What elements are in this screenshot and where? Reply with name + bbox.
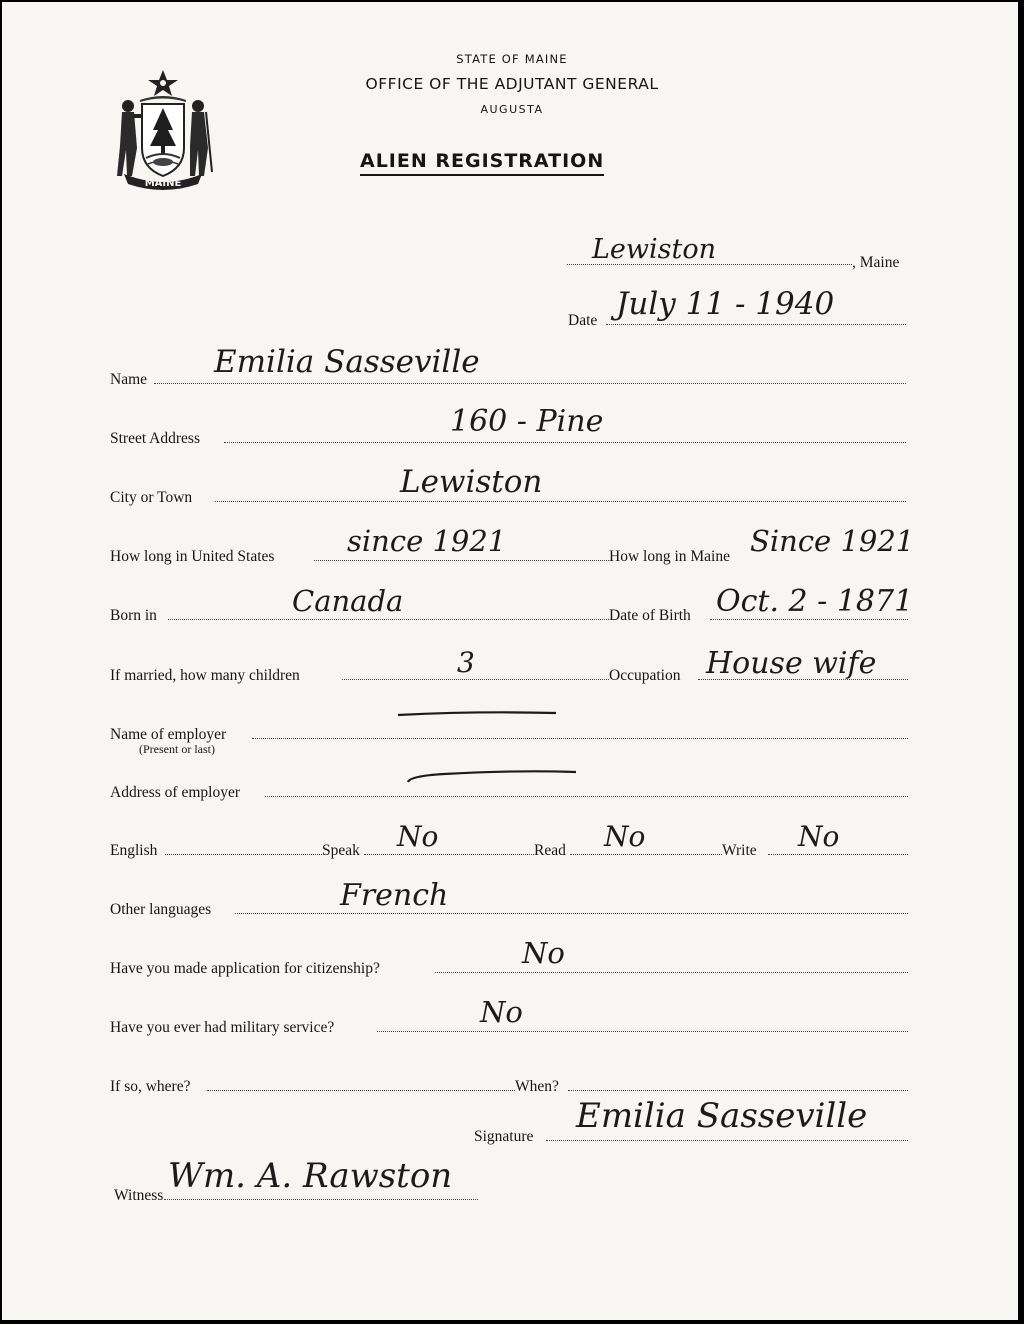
write-label: Write (722, 842, 757, 859)
citizenship-line (435, 972, 908, 973)
witness-value: Wm. A. Rawston (168, 1156, 453, 1196)
when-line (568, 1090, 908, 1091)
english-line (165, 854, 322, 855)
date-value: July 11 - 1940 (616, 286, 835, 322)
citizenship-label: Have you made application for citizenship? (110, 960, 380, 977)
signature-label: Signature (474, 1128, 534, 1145)
children-line (342, 679, 609, 680)
city-value: Lewiston (400, 464, 543, 500)
how-long-us-label: How long in United States (110, 548, 275, 565)
citizenship-value: No (522, 936, 565, 970)
place-value: Lewiston (592, 234, 717, 265)
speak-value: No (397, 820, 439, 853)
other-languages-value: French (340, 878, 449, 913)
witness-label: Witness (114, 1187, 164, 1204)
header-state: STATE OF MAINE (456, 52, 568, 66)
state-seal-icon (106, 68, 220, 190)
born-in-label: Born in (110, 607, 157, 624)
born-in-value: Canada (292, 584, 404, 618)
children-label: If married, how many children (110, 667, 300, 684)
employer-name-label: Name of employer (110, 726, 227, 743)
name-line (154, 383, 906, 384)
read-value: No (604, 820, 646, 853)
employer-name-line (252, 738, 908, 739)
military-value: No (480, 995, 523, 1029)
military-line (377, 1031, 908, 1032)
how-long-us-value: since 1921 (347, 524, 507, 558)
how-long-maine-value: Since 1921 (750, 524, 915, 558)
if-so-where-label: If so, where? (110, 1078, 191, 1095)
how-long-us-line (314, 560, 609, 561)
military-label: Have you ever had military service? (110, 1019, 335, 1036)
if-so-where-line (207, 1090, 515, 1091)
read-label: Read (534, 842, 566, 859)
occupation-label: Occupation (609, 667, 681, 684)
other-languages-label: Other languages (110, 901, 212, 918)
seal-text: MAINE (144, 178, 182, 189)
write-line (768, 854, 908, 855)
header-office: OFFICE OF THE ADJUTANT GENERAL (365, 75, 659, 93)
children-value: 3 (457, 646, 475, 679)
signature-line (546, 1140, 908, 1141)
city-label: City or Town (110, 489, 193, 506)
name-value: Emilia Sasseville (214, 344, 480, 380)
street-address-line (224, 442, 906, 443)
date-of-birth-value: Oct. 2 - 1871 (716, 584, 914, 619)
employer-address-dash (404, 764, 580, 786)
registration-form (2, 2, 1018, 1320)
occupation-value: House wife (706, 646, 877, 681)
employer-address-line (265, 796, 908, 797)
read-line (570, 854, 722, 855)
english-label: English (110, 842, 158, 859)
witness-line (164, 1199, 478, 1200)
date-label: Date (568, 312, 598, 329)
born-in-line (168, 619, 609, 620)
city-line (215, 501, 906, 502)
place-label: , Maine (852, 254, 900, 271)
write-value: No (798, 820, 840, 853)
employer-address-label: Address of employer (110, 784, 240, 801)
date-line (606, 324, 906, 325)
speak-label: Speak (322, 842, 360, 859)
how-long-maine-label: How long in Maine (609, 548, 730, 565)
street-address-label: Street Address (110, 430, 200, 447)
street-address-value: 160 - Pine (450, 404, 604, 439)
form-title: ALIEN REGISTRATION (360, 150, 604, 176)
header-city: AUGUSTA (480, 103, 544, 116)
when-label: When? (515, 1078, 559, 1095)
other-languages-line (235, 913, 908, 914)
employer-name-sublabel: (Present or last) (139, 742, 215, 756)
employer-name-dash (396, 706, 560, 722)
name-label: Name (110, 371, 148, 388)
speak-line (364, 854, 534, 855)
date-of-birth-line (710, 619, 908, 620)
signature-value: Emilia Sasseville (576, 1096, 868, 1136)
date-of-birth-label: Date of Birth (609, 607, 691, 624)
